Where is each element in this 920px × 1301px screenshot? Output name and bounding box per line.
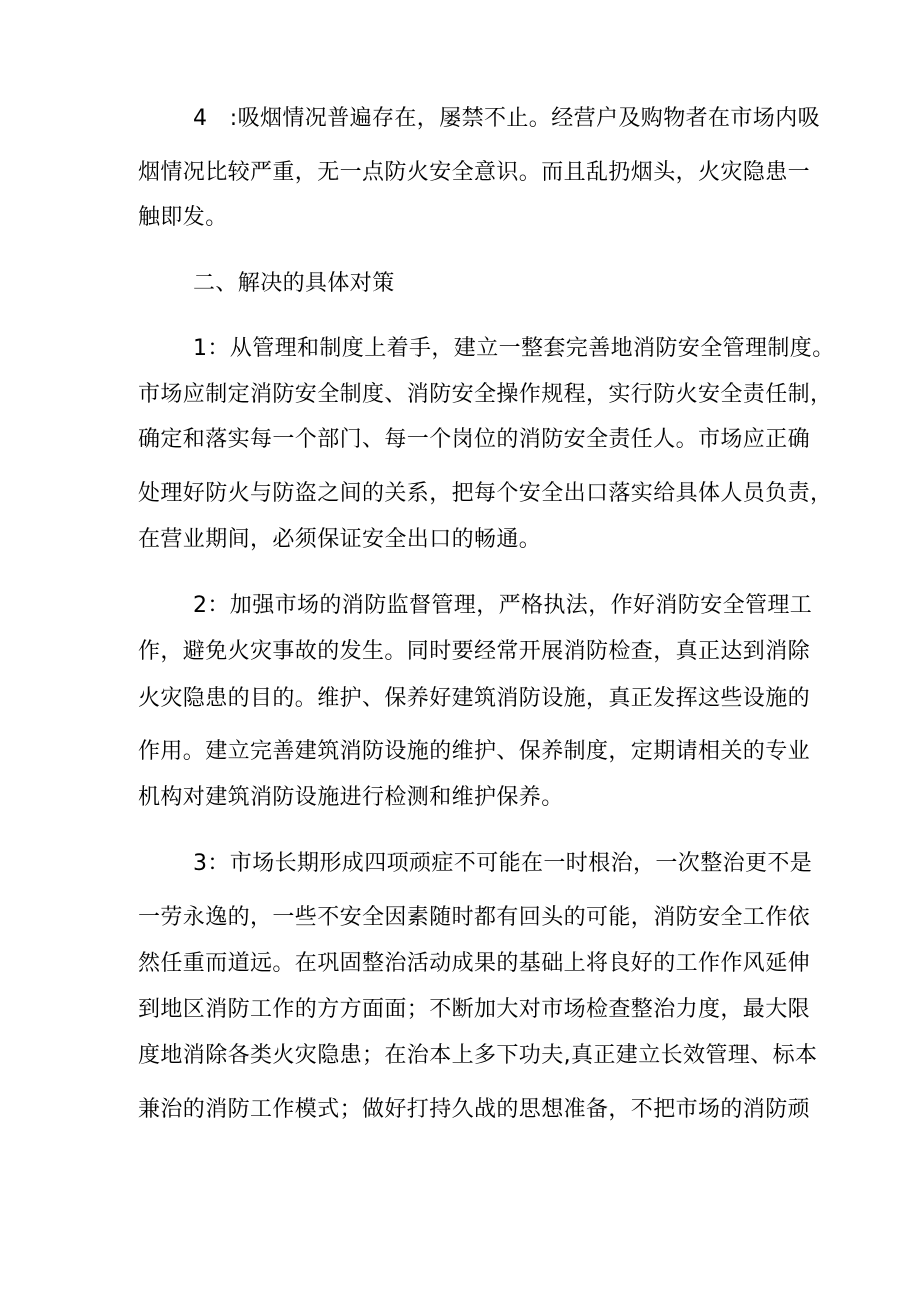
text-line: 在营业期间，必须保证安全出口的畅通。 [138, 527, 542, 552]
text-line: 一劳永逸的，一些不安全因素随时都有回头的可能，消防安全工作依 [138, 905, 811, 930]
text-line: 2：加强市场的消防监督管理，严格执法，作好消防安全管理工 [193, 593, 813, 618]
text-line: 到地区消防工作的方方面面；不断加大对市场检查整治力度，最大限 [138, 997, 811, 1022]
text-line: 作用。建立完善建筑消防设施的维护、保养制度，定期请相关的专业 [138, 739, 811, 764]
text-line: 作，避免火灾事故的发生。同时要经常开展消防检查，真正达到消除 [138, 639, 811, 664]
text-line: 然任重而道远。在巩固整治活动成果的基础上将良好的工作作风延伸 [138, 951, 811, 976]
text-line: 处理好防火与防盗之间的关系，把每个安全出口落实给具体人员负责， [138, 481, 833, 506]
text-line: 烟情况比较严重，无一点防火安全意识。而且乱扔烟头，火灾隐患一 [138, 160, 811, 185]
text-line: 火灾隐患的目的。维护、保养好建筑消防设施，真正发挥这些设施的 [138, 686, 811, 711]
heading-text: 二、解决的具体对策 [193, 271, 395, 296]
text-line: 市场应制定消防安全制度、消防安全操作规程，实行防火安全责任制， [138, 382, 833, 407]
text-line: 兼治的消防工作模式；做好打持久战的思想准备，不把市场的消防顽 [138, 1097, 811, 1122]
text-line: 度地消除各类火灾隐患；在治本上多下功夫,真正建立长效管理、标本 [138, 1043, 818, 1068]
text-line: 触即发。 [138, 205, 228, 230]
text-line: 1：从管理和制度上着手，建立一整套完善地消防安全管理制度。 [193, 336, 835, 361]
text-line: 3：市场长期形成四项顽症不可能在一时根治，一次整治更不是 [193, 851, 813, 876]
text-line: 4 :吸烟情况普遍存在，屡禁不止。经营户及购物者在市场内吸 [193, 106, 821, 131]
text-line: 机构对建筑消防设施进行检测和维护保养。 [138, 785, 564, 810]
text-line: 确定和落实每一个部门、每一个岗位的消防安全责任人。市场应正确 [138, 427, 811, 452]
